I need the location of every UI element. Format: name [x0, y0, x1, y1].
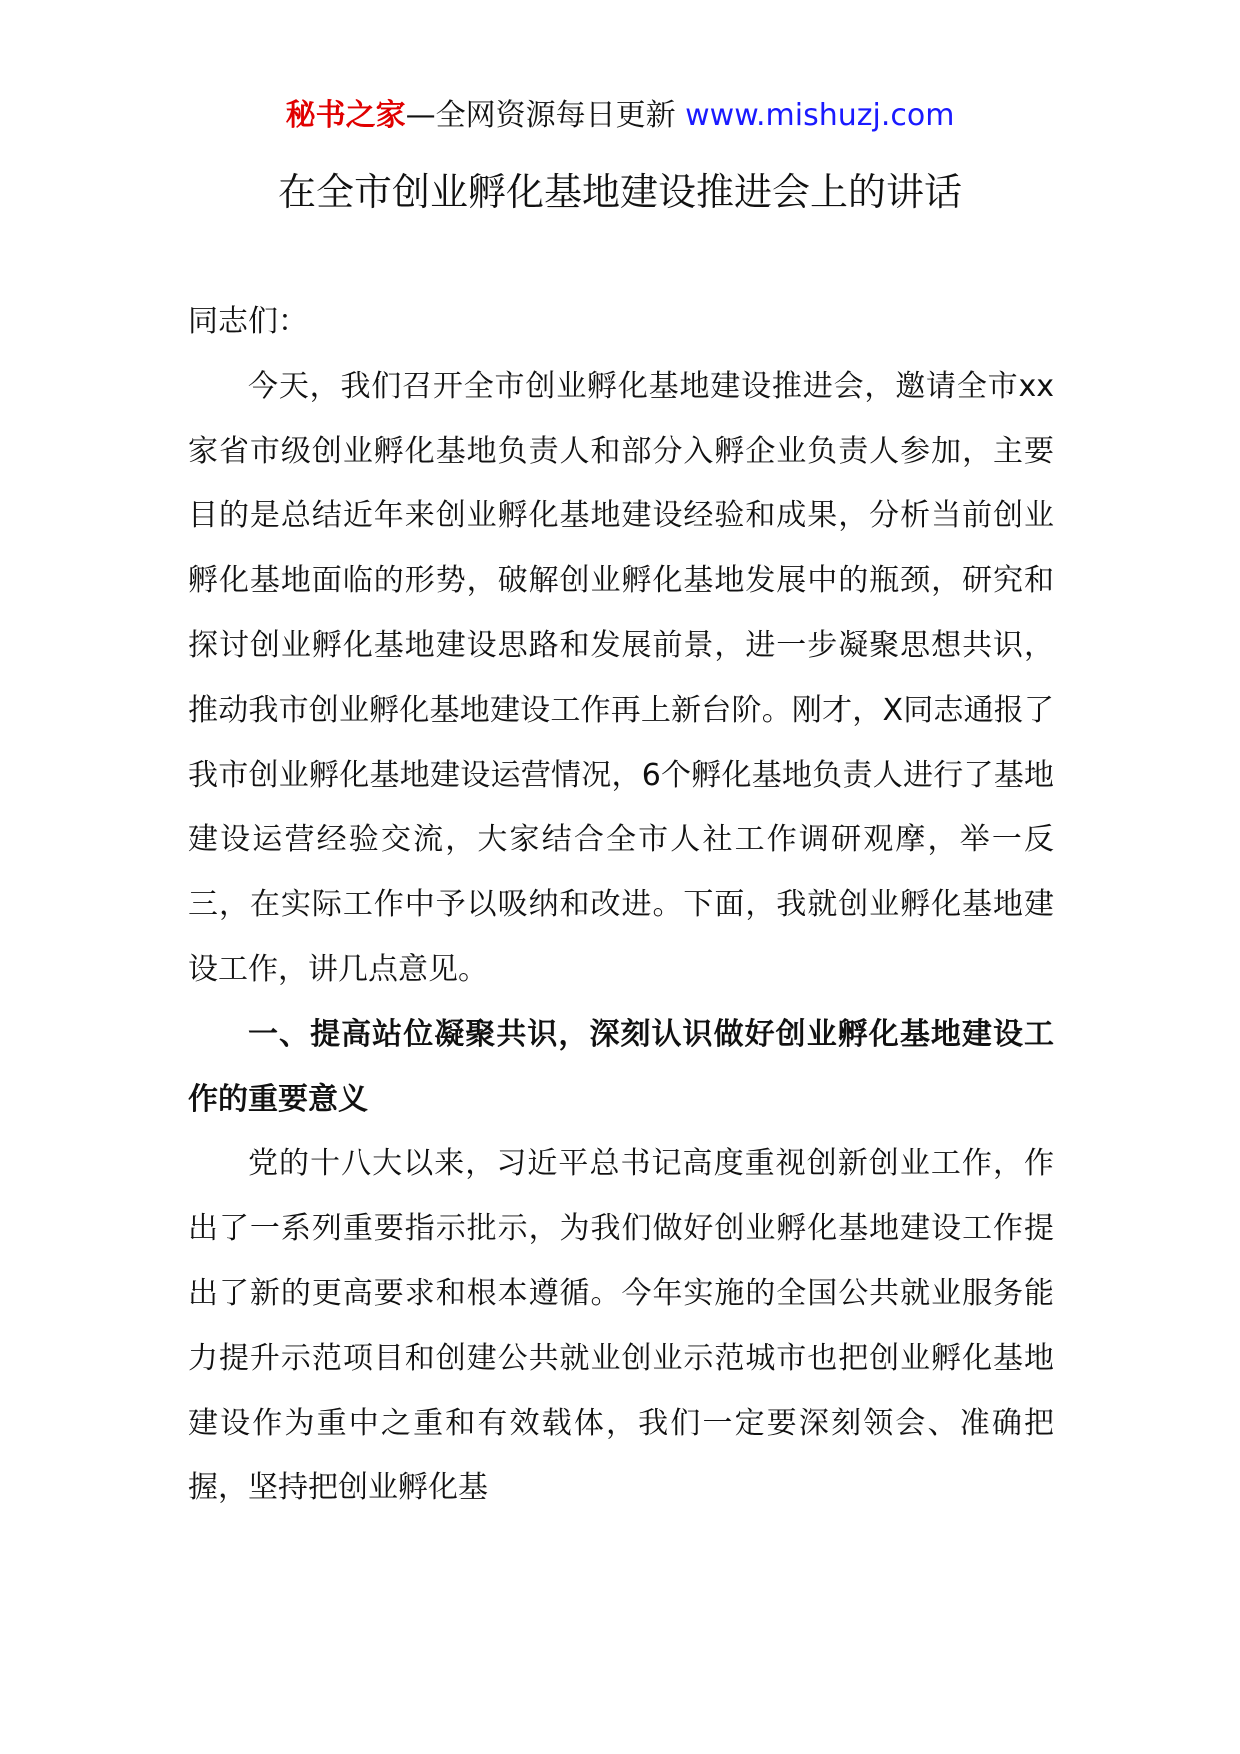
site-url-link[interactable]: www.mishuzj.com	[685, 98, 955, 133]
paragraph-2: 党的十八大以来，习近平总书记高度重视创新创业工作，作出了一系列重要指示批示，为我们做好创业孵化基地建设工作提出了新的更高要求和根本遵循。今年实施的全国公共就业服务能力提升示范项目和创建公共就业创业示范城市也把创业孵化基地建设作为重中之重和有效载体，我们一定要深刻领会、准确把握，坚持把创业孵化基	[188, 1146, 1054, 1506]
document-title: 在全市创业孵化基地建设推进会上的讲话	[277, 170, 962, 214]
site-header	[0, 96, 1240, 136]
paragraph-1: 今天，我们召开全市创业孵化基地建设推进会，邀请全市xx家省市级创业孵化基地负责人和部分入孵企业负责人参加，主要目的是总结近年来创业孵化基地建设经验和成果，分析当前创业孵化基地面临的形势，破解创业孵化基地发展中的瓶颈，研究和探讨创业孵化基地建设思路和发展前景，进一步凝聚思想共识，推动我市创业孵化基地建设工作再上新台阶。刚才，X同志通报了我市创业孵化基地建设运营情况，6个孵化基地负责人进行了基地建设运营经验交流，大家结合全市人社工作调研观摩，举一反三，在实际工作中予以吸纳和改进。下面，我就创业孵化基地建设工作，讲几点意见。	[188, 368, 1054, 987]
section-heading-1: 一、提高站位凝聚共识，深刻认识做好创业孵化基地建设工作的重要意义	[188, 1016, 1054, 1117]
document-body	[188, 290, 1054, 1521]
salutation: 同志们：	[188, 304, 308, 339]
site-brand: 秘书之家	[285, 98, 406, 133]
site-tagline: —全网资源每日更新	[405, 98, 686, 133]
